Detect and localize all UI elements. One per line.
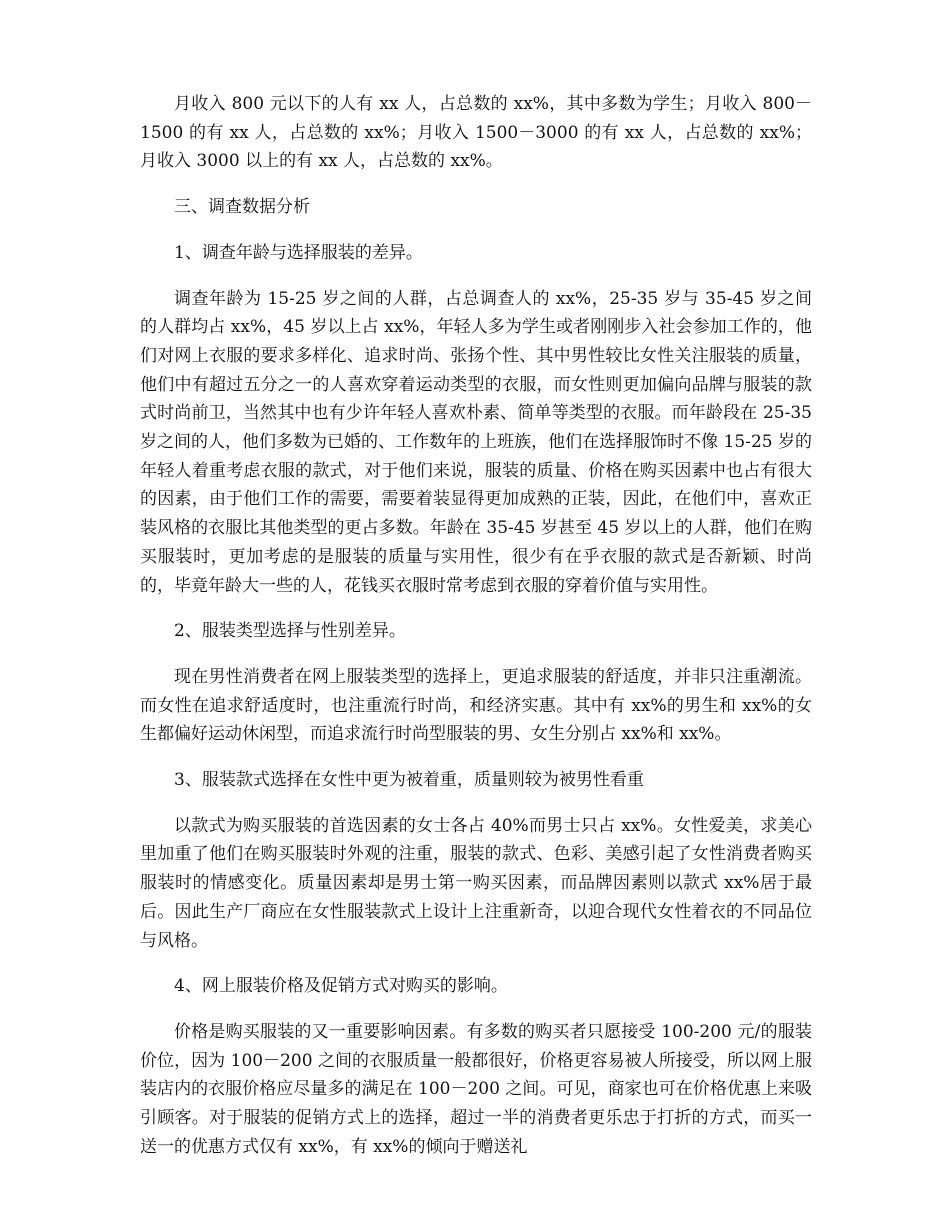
paragraph-income: 月收入 800 元以下的人有 xx 人，占总数的 xx%，其中多数为学生；月收入 800－1500 的有 xx 人，占总数的 xx%；月收入 1500－3000 的有 xx 人，占总数的 xx%；月收入 3000 以上的有 xx 人，占总数的 xx%。	[140, 94, 812, 172]
paragraph-age: 调查年龄为 15-25 岁之间的人群，占总调查人的 xx%，25-35 岁与 35-45 岁之间的人群均占 xx%，45 岁以上占 xx%，年轻人多为学生或者刚刚步入社会参加工作的，他们对网上衣服的要求多样化、追求时尚、张扬个性、其中男性较比女性关注服装的质量，他们中有超过五分之一的人喜欢穿着运动类型的衣服，而女性则更加偏向品牌与服装的款式时尚前卫，当然其中也有少许年轻人喜欢朴素、简单等类型的衣服。而年龄段在 25-35 岁之间的人，他们多数为已婚的、工作数年的上班族，他们在选择服饰时不像 15-25 岁的年轻人着重考虑衣服的款式，对于他们来说，服装的质量、价格在购买因素中也占有很大的因素，由于他们工作的需要，需要着装显得更加成熟的正装，因此，在他们中，喜欢正装风格的衣服比其他类型的更占多数。年龄在 35-45 岁甚至 45 岁以上的人群，他们在购买服装时，更加考虑的是服装的质量与实用性，很少有在乎衣服的款式是否新颖、时尚的，毕竟年龄大一些的人，花钱买衣服时常考虑到衣服的穿着价值与实用性。	[140, 288, 812, 596]
paragraph-gender: 现在男性消费者在网上服装类型的选择上，更追求服装的舒适度，并非只注重潮流。而女性在追求舒适度时，也注重流行时尚，和经济实惠。其中有 xx%的男生和 xx%的女生都偏好运动休闲型，而追求流行时尚型服装的男、女生分别占 xx%和 xx%。	[140, 666, 812, 745]
subheading-age: 1、调查年龄与选择服装的差异。	[174, 242, 423, 263]
section-heading-analysis: 三、调查数据分析	[174, 197, 310, 218]
paragraph-style: 以款式为购买服装的首选因素的女士各占 40%而男士只占 xx%。女性爱美，求美心里加重了他们在购买服装时外观的注重，服装的款式、色彩、美感引起了女性消费者购买服装时的情感变化。质量因素却是男士第一购买因素，而品牌因素则以款式 xx%居于最后。因此生产厂商应在女性服装款式上设计上注重新奇，以迎合现代女性着衣的不同品位与风格。	[140, 815, 812, 951]
document-body	[140, 90, 812, 1179]
subheading-price: 4、网上服装价格及促销方式对购买的影响。	[174, 976, 508, 997]
paragraph-price: 价格是购买服装的又一重要影响因素。有多数的购买者只愿接受 100-200 元/的服装价位，因为 100－200 之间的衣服质量一般都很好，价格更容易被人所接受，所以网上服装店内的衣服价格应尽量多的满足在 100－200 之间。可见，商家也可在价格优惠上来吸引顾客。对于服装的促销方式上的选择，超过一半的消费者更乐忠于打折的方式，而买一送一的优惠方式仅有 xx%，有 xx%的倾向于赠送礼	[140, 1021, 812, 1157]
subheading-gender: 2、服装类型选择与性别差异。	[174, 621, 406, 642]
subheading-style: 3、服装款式选择在女性中更为被着重，质量则较为被男性看重	[174, 770, 644, 791]
